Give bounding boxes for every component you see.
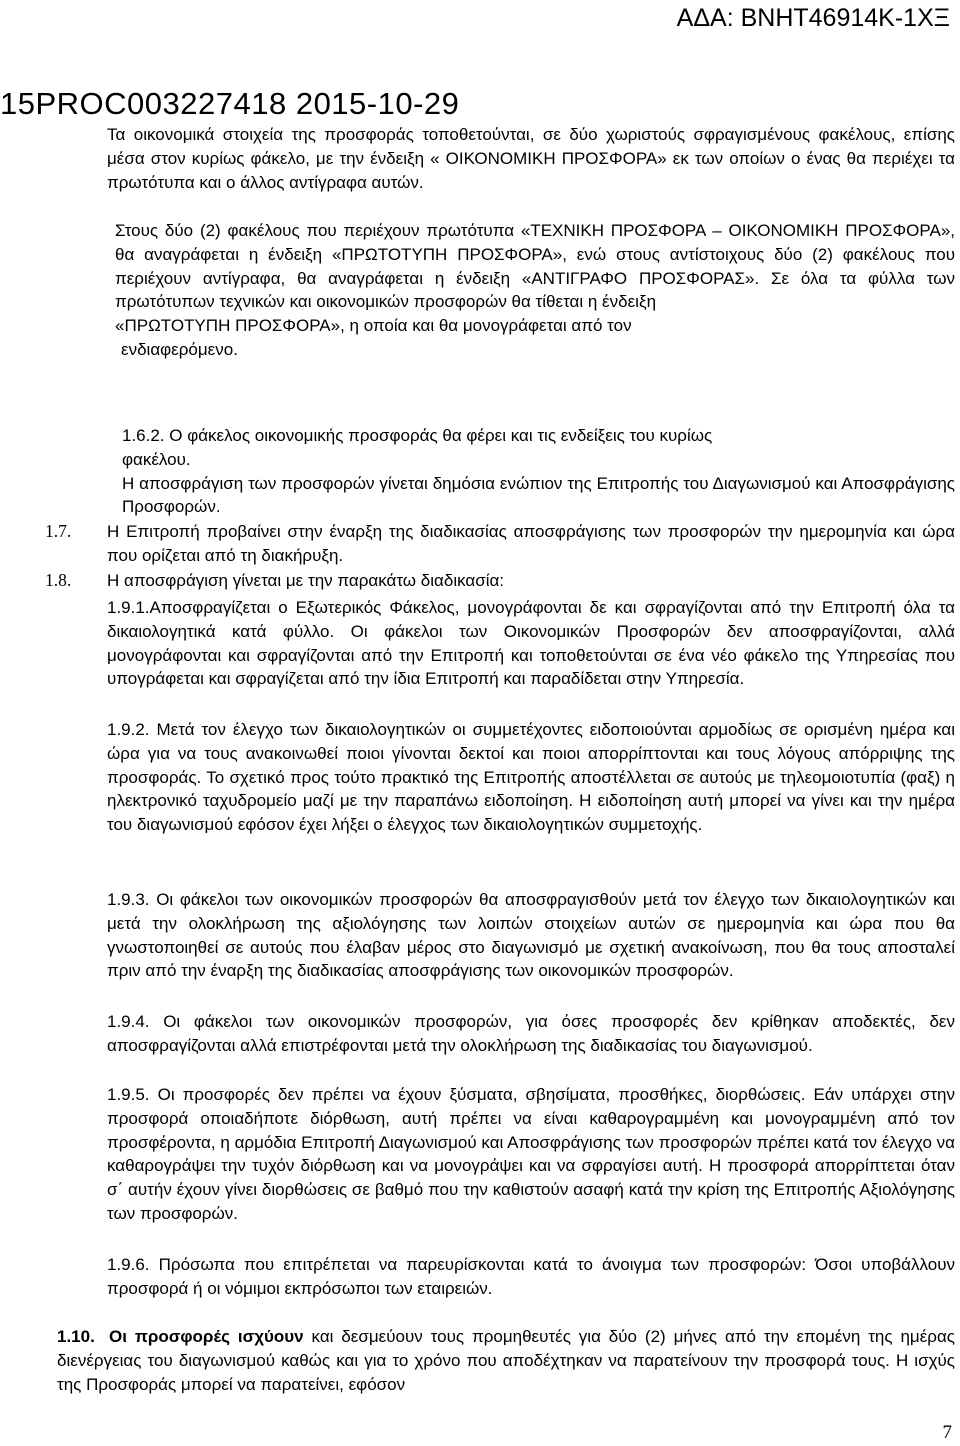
paragraph-text: Τα οικονομικά στοιχεία της προσφοράς τοποθετούνται, σε δύο χωριστούς σφραγισμένους φακέλους, επίσης μέσα στον κυρίως φάκελο, με την ένδειξη « ΟΙΚΟΝΟΜΙΚΗ ΠΡΟΣΦΟΡΑ» εκ των οποίων ο ένας θα περιέχει τα πρωτότυπα και ο άλλος αντίγραφα αυτών. <box>107 125 955 192</box>
section-text: 1.9.2. Μετά τον έλεγχο των δικαιολογητικών οι συμμετέχοντες ειδοποιούνται αρμοδίως σε ορισμένη ημέρα και ώρα για να τους ανακοινωθεί ποιοι γίνονται δεκτοί και ποιοι απορρίπτονται και τους λόγους απόρριψης της προσφοράς. Το σχετικό προς τούτο πρακτικό της Επιτροπής αποστέλλεται σε αυτούς με τηλεομοιοτυπία (φαξ) η ηλεκτρονικό ταχυδρομείο μαζί με την παραπάνω ειδοποίηση. Η ειδοποίηση αυτή μπορεί να γίνει και την ημέρα του διαγωνισμού εφόσον έχει λήξει ο έλεγχος των δικαιολογητικών συμμετοχής. <box>107 720 955 835</box>
protocol-number: 15PROC003227418 2015-10-29 <box>0 86 460 121</box>
section-text: 1.9.4. Οι φάκελοι των οικονομικών προσφορών, για όσες προσφορές δεν κρίθηκαν αποδεκτές, δεν αποσφραγίζονται αλλά επιστρέφονται μετά την ολοκλήρωση της διαδικασίας του διαγωνισμού. <box>107 1012 955 1055</box>
section-text: 1.9.6. Πρόσωπα που επιτρέπεται να παρευρίσκονται κατά το άνοιγμα των προσφορών: Όσοι υποβάλλουν προσφορά ή οι νόμιμοι εκπρόσωποι των εταιρειών. <box>107 1255 955 1298</box>
paragraph-original-copies <box>115 219 955 362</box>
paragraph-financial-envelopes <box>107 123 955 194</box>
paragraph-text: ενδιαφερόμενο. <box>121 339 238 359</box>
page-number: 7 <box>942 1422 952 1443</box>
section-number: 1.7. <box>45 521 72 541</box>
section-1-9-5 <box>107 1083 955 1226</box>
section-text: Η Επιτροπή προβαίνει στην έναρξη της διαδικασίας αποσφράγισης των προσφορών την ημερομηνία και ώρα που ορίζεται από τη διακήρυξη. <box>107 522 955 565</box>
section-text: Η αποσφράγιση γίνεται με την παρακάτω διαδικασία: <box>107 571 505 590</box>
section-number: 1.8. <box>45 570 72 590</box>
section-text: 1.6.2. Ο φάκελος οικονομικής προσφοράς θα φέρει και τις ενδείξεις του κυρίως <box>122 426 713 445</box>
section-1-10 <box>57 1325 955 1396</box>
ada-code: ΑΔΑ: ΒΝΗΤ46914Κ-1ΧΞ <box>676 4 950 32</box>
paragraph-text: Στους δύο (2) φακέλους που περιέχουν πρωτότυπα «ΤΕΧΝΙΚΗ ΠΡΟΣΦΟΡΑ – ΟΙΚΟΝΟΜΙΚΗ ΠΡΟΣΦΟΡΑ», θα αναγράφεται η ένδειξη «ΠΡΩΤΟΤΥΠΗ ΠΡΟΣΦΟΡΑ», ενώ στους αντίστοιχους δύο (2) φακέλους που περιέχουν αντίγραφα, θα αναγράφεται η ένδειξη «ΑΝΤΙΓΡΑΦΟ ΠΡΟΣΦΟΡΑΣ». Σε όλα τα φύλλα των πρωτότυπων τεχνικών και οικονομικών προσφορών θα τίθεται η ένδειξη <box>115 221 955 312</box>
section-text: Η αποσφράγιση των προσφορών γίνεται δημόσια ενώπιον της Επιτροπής του Διαγωνισμού και Αποσφράγισης Προσφορών. <box>122 473 955 517</box>
section-bold-text: Οι προσφορές ισχύουν <box>109 1327 304 1346</box>
paragraph-text: «ΠΡΩΤΟΤΥΠΗ ΠΡΟΣΦΟΡΑ», η οποία και θα μονογράφεται από τον <box>115 316 632 336</box>
section-text: 1.9.3. Οι φάκελοι των οικονομικών προσφορών θα αποσφραγισθούν μετά τον έλεγχο των δικαιολογητικών και μετά την ολοκλήρωση της αξιολόγησης των λοιπών στοιχείων αυτών σε ημερομηνία και ώρα που θα γνωστοποιηθεί σε αυτούς που έλαβαν μέρος στο διαγωνισμό με σχετική ανακοίνωση, που θα τους αποσταλεί πριν από την έναρξη της διαδικασίας αποσφράγισης των οικονομικών προσφορών. <box>107 890 955 981</box>
section-1-9-1 <box>107 596 955 691</box>
section-1-8 <box>45 569 955 593</box>
section-1-9-4 <box>107 1010 955 1058</box>
section-number: 1.10. <box>57 1327 95 1346</box>
section-1-9-6 <box>107 1253 955 1301</box>
section-1-6-2 <box>122 424 955 519</box>
section-1-9-2 <box>107 718 955 837</box>
section-text: φακέλου. <box>122 449 191 469</box>
section-text: 1.9.5. Οι προσφορές δεν πρέπει να έχουν ξύσματα, σβησίματα, προσθήκες, διορθώσεις. Εάν υπάρχει στην προσφορά οποιαδήποτε διόρθωση, αυτή πρέπει να είναι καθαρογραμμένη και μονογραμμένη από τον προσφέροντα, η αρμόδια Επιτροπή Διαγωνισμού και Αποσφράγισης των προσφορών πρέπει κατά τον έλεγχο να καθαρογράψει την τυχόν διόρθωση και να μονογράψει και να σφραγίσει αυτή. Η προσφορά απορρίπτεται όταν σ΄ αυτήν έχουν γίνει διορθώσεις σε βαθμό που την καθιστούν ασαφή κατά την κρίση της Επιτροπής Αξιολόγησης των προσφορών. <box>107 1085 955 1223</box>
section-text: και δεσμεύουν τους προμηθευτές για δύο (2) μήνες από την επομένη της ημέρας διενέργειας του διαγωνισμού καθώς και για το χρόνο που αποδέχτηκαν να παρατείνουν την προσφορά τους. Η ισχύς της Προσφοράς μπορεί να παρατείνει, εφόσον <box>57 1327 955 1394</box>
section-text: 1.9.1.Αποσφραγίζεται ο Εξωτερικός Φάκελος, μονογράφονται δε και σφραγίζονται από την Επιτροπή όλα τα δικαιολογητικά κατά φύλλο. Οι φάκελοι των Οικονομικών Προσφορών δεν αποσφραγίζονται, αλλά μονογράφονται και σφραγίζονται από την Επιτροπή και τοποθετούνται σε ένα νέο φάκελο της Υπηρεσίας που υπογράφεται και σφραγίζεται από την ίδια Επιτροπή και παραδίδεται στην Υπηρεσία. <box>107 598 955 689</box>
section-1-9-3 <box>107 888 955 983</box>
section-1-7 <box>45 520 955 568</box>
